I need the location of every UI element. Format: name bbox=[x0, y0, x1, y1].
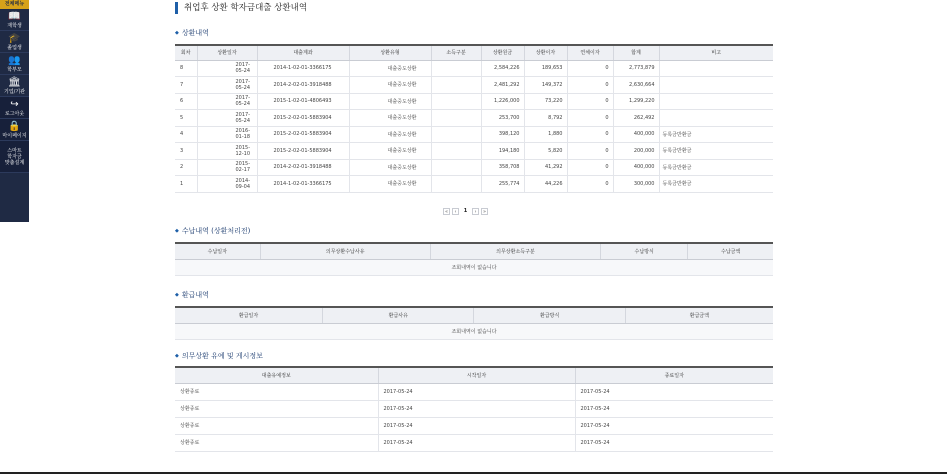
table-cell: 1,226,000 bbox=[481, 93, 524, 110]
diamond-bullet-icon: ◆ bbox=[175, 292, 179, 298]
table-cell: 상환종료 bbox=[175, 400, 378, 417]
table-cell bbox=[659, 77, 773, 94]
table-cell: 0 bbox=[567, 110, 613, 127]
section-title-repayment: ◆ 상환내역 bbox=[175, 29, 209, 37]
table-row bbox=[175, 93, 773, 110]
table-cell: 2017-05-24 bbox=[575, 400, 773, 417]
column-header: 대출유예정보 bbox=[175, 367, 378, 383]
repayment-table bbox=[175, 44, 773, 193]
table-cell bbox=[431, 126, 481, 143]
table-cell: 6 bbox=[175, 93, 197, 110]
table-cell: 대출중도상환 bbox=[349, 110, 431, 127]
table-cell: 44,226 bbox=[524, 176, 567, 193]
table-cell: 2017-05-24 bbox=[378, 400, 575, 417]
sidebar-item-label: 기업/기관 bbox=[3, 88, 25, 95]
column-header: 환급사유 bbox=[323, 307, 474, 323]
sidebar-item-6[interactable] bbox=[0, 141, 29, 173]
table-row bbox=[175, 110, 773, 127]
book-icon: 📖 bbox=[8, 10, 21, 22]
table-cell: 등록금반환금 bbox=[659, 126, 773, 143]
section-title-payment: ◆ 수납내역 (상환처리전) bbox=[175, 227, 251, 235]
pagination bbox=[443, 208, 488, 215]
column-header: 합계 bbox=[613, 45, 659, 60]
column-header: 상환원금 bbox=[481, 45, 524, 60]
table-cell: 등록금반환금 bbox=[659, 159, 773, 176]
table-cell: 73,220 bbox=[524, 93, 567, 110]
column-header: 연체이자 bbox=[567, 45, 613, 60]
sidebar bbox=[0, 0, 29, 222]
table-cell: 1,880 bbox=[524, 126, 567, 143]
section-title-deferral: ◆ 의무상환 유예 및 게시정보 bbox=[175, 352, 263, 360]
table-cell: 2015-2-02-01-5883904 bbox=[257, 143, 349, 160]
column-header: 의무상환수납사유 bbox=[260, 243, 430, 259]
table-cell: 400,000 bbox=[613, 159, 659, 176]
table-cell: 대출중도상환 bbox=[349, 143, 431, 160]
table-cell: 0 bbox=[567, 60, 613, 77]
table-cell: 0 bbox=[567, 126, 613, 143]
table-cell: 262,492 bbox=[613, 110, 659, 127]
table-cell: 2017-05-24 bbox=[197, 110, 257, 127]
parents-icon: 👥 bbox=[8, 54, 21, 66]
table-cell: 등록금반환금 bbox=[659, 143, 773, 160]
table-cell bbox=[431, 77, 481, 94]
column-header: 종료일자 bbox=[575, 367, 773, 383]
empty-message: 조회내역이 없습니다 bbox=[175, 323, 773, 339]
table-cell: 2014-09-04 bbox=[197, 176, 257, 193]
column-header: 상환일자 bbox=[197, 45, 257, 60]
table-cell: 2015-12-10 bbox=[197, 143, 257, 160]
table-cell bbox=[431, 93, 481, 110]
graduation-cap-icon: 🎓 bbox=[8, 32, 21, 44]
column-header: 의무상환소득구분 bbox=[430, 243, 600, 259]
table-cell: 2015-2-02-01-5883904 bbox=[257, 126, 349, 143]
table-cell: 2014-1-02-01-3366175 bbox=[257, 60, 349, 77]
diamond-bullet-icon: ◆ bbox=[175, 30, 179, 36]
table-cell: 2014-1-02-01-3366175 bbox=[257, 176, 349, 193]
diamond-bullet-icon: ◆ bbox=[175, 353, 179, 359]
table-cell: 2017-05-24 bbox=[378, 383, 575, 400]
table-cell bbox=[431, 176, 481, 193]
table-cell: 189,653 bbox=[524, 60, 567, 77]
table-cell: 2017-05-24 bbox=[378, 417, 575, 434]
table-cell: 상환종료 bbox=[175, 434, 378, 451]
diamond-bullet-icon: ◆ bbox=[175, 228, 179, 234]
table-cell: 1,299,220 bbox=[613, 93, 659, 110]
table-cell: 253,700 bbox=[481, 110, 524, 127]
column-header: 환급일자 bbox=[175, 307, 323, 323]
table-cell bbox=[659, 93, 773, 110]
sidebar-item-2[interactable] bbox=[0, 53, 29, 75]
table-cell: 2017-05-24 bbox=[575, 417, 773, 434]
table-cell: 대출중도상환 bbox=[349, 159, 431, 176]
column-header: 시작일자 bbox=[378, 367, 575, 383]
table-row bbox=[175, 126, 773, 143]
table-cell: 2014-2-02-01-3918488 bbox=[257, 77, 349, 94]
table-cell: 상환종료 bbox=[175, 383, 378, 400]
table-cell bbox=[431, 110, 481, 127]
table-cell: 1 bbox=[175, 176, 197, 193]
table-cell: 41,292 bbox=[524, 159, 567, 176]
table-cell: 5 bbox=[175, 110, 197, 127]
table-row bbox=[175, 176, 773, 193]
table-cell: 400,000 bbox=[613, 126, 659, 143]
table-cell: 8 bbox=[175, 60, 197, 77]
table-cell: 2 bbox=[175, 159, 197, 176]
table-cell: 149,372 bbox=[524, 77, 567, 94]
table-cell: 대출중도상환 bbox=[349, 176, 431, 193]
logout-icon: ↪ bbox=[10, 98, 19, 110]
table-cell: 398,120 bbox=[481, 126, 524, 143]
table-cell: 358,708 bbox=[481, 159, 524, 176]
table-row bbox=[175, 77, 773, 94]
sidebar-item-label: 마이페이지 bbox=[2, 132, 27, 139]
table-cell: 대출중도상환 bbox=[349, 60, 431, 77]
column-header: 수납일자 bbox=[175, 243, 260, 259]
table-cell: 2017-05-24 bbox=[197, 93, 257, 110]
table-cell: 0 bbox=[567, 159, 613, 176]
column-header: 회차 bbox=[175, 45, 197, 60]
table-row bbox=[175, 159, 773, 176]
sidebar-item-label: 로그아웃 bbox=[4, 110, 25, 117]
table-row bbox=[175, 434, 773, 451]
table-row bbox=[175, 60, 773, 77]
current-page[interactable]: 1 bbox=[463, 208, 468, 214]
table-cell: 2017-05-24 bbox=[575, 434, 773, 451]
table-cell: 0 bbox=[567, 143, 613, 160]
table-cell bbox=[659, 60, 773, 77]
table-cell bbox=[659, 110, 773, 127]
table-cell: 7 bbox=[175, 77, 197, 94]
table-cell: 2,773,879 bbox=[613, 60, 659, 77]
column-header: 상환이자 bbox=[524, 45, 567, 60]
column-header: 수납금액 bbox=[688, 243, 773, 259]
table-row bbox=[175, 143, 773, 160]
sidebar-item-label: 재학생 bbox=[7, 22, 22, 29]
table-cell: 2015-02-17 bbox=[197, 159, 257, 176]
table-cell: 2,584,226 bbox=[481, 60, 524, 77]
lock-icon: 🔒 bbox=[8, 120, 21, 132]
sidebar-item-4[interactable] bbox=[0, 97, 29, 119]
table-cell: 8,792 bbox=[524, 110, 567, 127]
section-title-refund: ◆ 환급내역 bbox=[175, 291, 209, 299]
sidebar-item-label: 졸업생 bbox=[7, 44, 22, 51]
table-cell: 2015-1-02-01-4806493 bbox=[257, 93, 349, 110]
prev-page-button[interactable]: ‹ bbox=[452, 208, 459, 215]
table-cell: 2017-05-24 bbox=[197, 60, 257, 77]
last-page-button[interactable]: » bbox=[482, 209, 487, 215]
sidebar-item-1[interactable] bbox=[0, 31, 29, 53]
column-header: 소득구분 bbox=[431, 45, 481, 60]
table-cell: 200,000 bbox=[613, 143, 659, 160]
column-header: 비고 bbox=[659, 45, 773, 60]
table-cell: 0 bbox=[567, 93, 613, 110]
next-page-button[interactable]: › bbox=[472, 208, 479, 215]
refund-table bbox=[175, 306, 773, 340]
table-cell bbox=[431, 159, 481, 176]
sidebar-item-0[interactable] bbox=[0, 9, 29, 31]
table-cell bbox=[431, 143, 481, 160]
table-cell: 2,481,292 bbox=[481, 77, 524, 94]
table-cell: 5,820 bbox=[524, 143, 567, 160]
sidebar-item-3[interactable] bbox=[0, 75, 29, 97]
deferral-table bbox=[175, 366, 773, 452]
table-cell: 2017-05-24 bbox=[197, 77, 257, 94]
table-cell: 255,774 bbox=[481, 176, 524, 193]
table-cell: 0 bbox=[567, 77, 613, 94]
column-header: 환급방식 bbox=[474, 307, 625, 323]
table-cell: 0 bbox=[567, 176, 613, 193]
column-header: 환급금액 bbox=[625, 307, 773, 323]
empty-message: 조회내역이 없습니다 bbox=[175, 259, 773, 275]
table-cell bbox=[431, 60, 481, 77]
table-cell: 4 bbox=[175, 126, 197, 143]
table-cell: 2017-05-24 bbox=[378, 434, 575, 451]
table-cell: 3 bbox=[175, 143, 197, 160]
table-cell: 대출중도상환 bbox=[349, 93, 431, 110]
table-row bbox=[175, 417, 773, 434]
table-cell: 2017-05-24 bbox=[575, 383, 773, 400]
table-cell: 2016-01-18 bbox=[197, 126, 257, 143]
sidebar-item-5[interactable] bbox=[0, 119, 29, 141]
table-cell: 대출중도상환 bbox=[349, 126, 431, 143]
table-cell: 2,630,664 bbox=[613, 77, 659, 94]
sidebar-item-label: 학부모 bbox=[7, 66, 22, 73]
column-header: 상환유형 bbox=[349, 45, 431, 60]
first-page-button[interactable]: « bbox=[444, 209, 449, 215]
institution-icon: 🏛 bbox=[8, 76, 21, 88]
table-cell: 2015-2-02-01-5883904 bbox=[257, 110, 349, 127]
table-cell: 194,180 bbox=[481, 143, 524, 160]
table-cell: 300,000 bbox=[613, 176, 659, 193]
table-cell: 등록금반환금 bbox=[659, 176, 773, 193]
column-header: 수납방식 bbox=[601, 243, 688, 259]
payment-table bbox=[175, 242, 773, 276]
table-row bbox=[175, 400, 773, 417]
table-cell: 2014-2-02-01-3918488 bbox=[257, 159, 349, 176]
column-header: 대출계좌 bbox=[257, 45, 349, 60]
all-menu-button[interactable]: 전체메뉴 bbox=[0, 0, 29, 9]
table-row bbox=[175, 383, 773, 400]
page-title: 취업후 상환 학자금대출 상환내역 bbox=[175, 2, 307, 14]
table-cell: 대출중도상환 bbox=[349, 77, 431, 94]
sidebar-item-label: 스마트 학자금 맞춤설계 bbox=[4, 148, 25, 166]
table-cell: 상환종료 bbox=[175, 417, 378, 434]
